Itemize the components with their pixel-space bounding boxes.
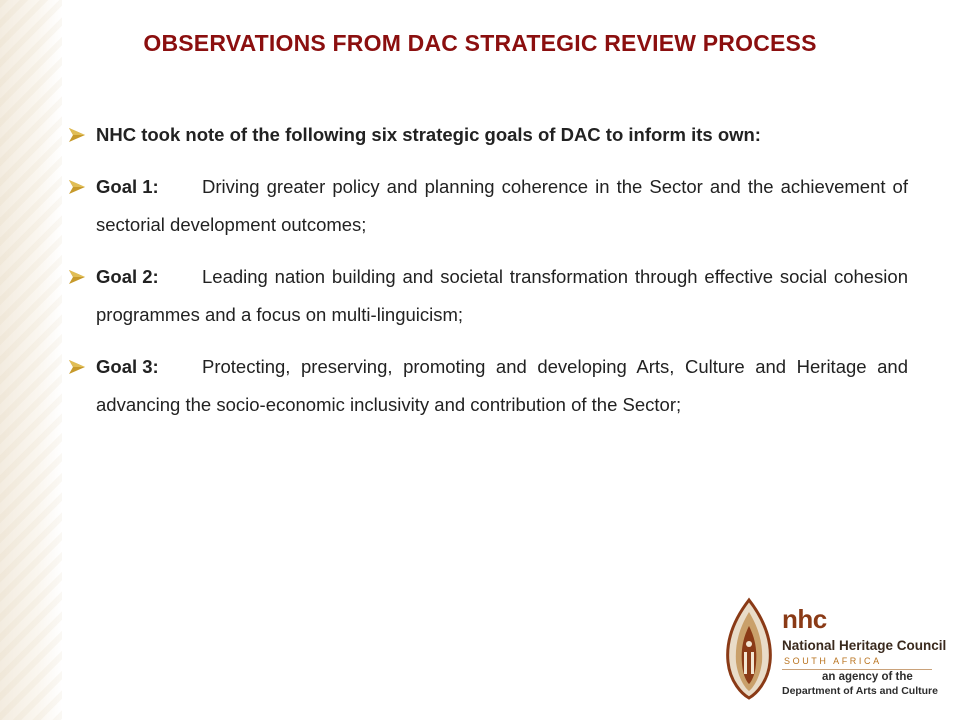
- arrow-bullet-icon: [68, 269, 86, 285]
- list-item-intro: [66, 116, 908, 154]
- logo-full-name: National Heritage Council: [782, 638, 947, 653]
- arrow-bullet-icon: [68, 359, 86, 375]
- goal-label: Goal 1:: [96, 176, 159, 197]
- slide-title: OBSERVATIONS FROM DAC STRATEGIC REVIEW PROCESS: [143, 30, 817, 56]
- logo-department-text: Department of Arts and Culture: [782, 685, 938, 697]
- list-item-goal-2: [66, 258, 908, 334]
- background-pattern: [0, 0, 62, 720]
- goal-text: Driving greater policy and planning coherence in the Sector and the achievement of sectorial development outcomes;: [96, 176, 908, 235]
- list-item-goal-3: [66, 348, 908, 424]
- nhc-logo: [712, 596, 947, 700]
- logo-country: SOUTH AFRICA: [784, 656, 882, 666]
- arrow-bullet-icon: [68, 179, 86, 195]
- logo-divider: [782, 669, 932, 670]
- arrow-bullet-icon: [68, 127, 86, 143]
- goal-label: Goal 2:: [96, 266, 159, 287]
- logo-agency-text: an agency of the: [822, 671, 913, 683]
- bullet-list: [66, 116, 908, 438]
- flame-shield-logo-icon: [720, 596, 778, 700]
- goal-text: Leading nation building and societal transformation through effective social cohesion programmes and a focus on multi-linguicism;: [96, 266, 908, 325]
- intro-text: NHC took note of the following six strategic goals of DAC to inform its own:: [96, 124, 761, 145]
- goal-label: Goal 3:: [96, 356, 159, 377]
- list-item-goal-1: [66, 168, 908, 244]
- goal-text: Protecting, preserving, promoting and developing Arts, Culture and Heritage and advancing the socio-economic inclusivity and contribution of the Sector;: [96, 356, 908, 415]
- logo-short-name: nhc: [782, 604, 827, 634]
